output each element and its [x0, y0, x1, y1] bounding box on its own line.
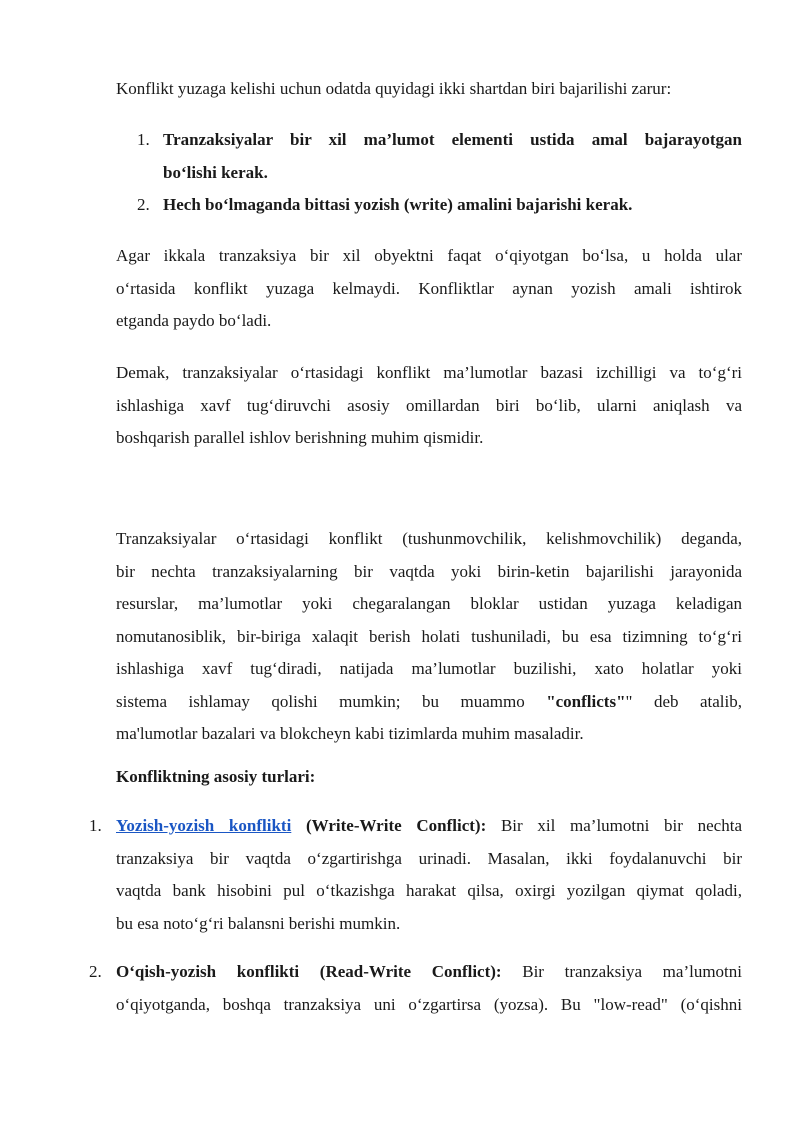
- text-segment: " deb atalib,: [625, 691, 742, 711]
- text-line: bu esa noto‘g‘ri balansni berishi mumkin.: [116, 913, 401, 933]
- text-line: etganda paydo bo‘ladi.: [116, 311, 272, 330]
- condition-line: Hech bo‘lmaganda bittasi yozish (write) amalini bajarishi kerak.: [163, 195, 633, 214]
- paragraph-2: [116, 357, 742, 455]
- text-line: ma'lumotlar bazalari va blokcheyn kabi tizimlarda muhim masaladir.: [116, 724, 584, 743]
- paragraph-3: [116, 523, 742, 751]
- intro-paragraph: Konflikt yuzaga kelishi uchun odatda quyidagi ikki shartdan biri bajarilishi zarur:: [116, 79, 672, 98]
- text-line: resurslar, ma’lumotlar yoki chegaralangan bloklar ustidan yuzaga keladigan: [116, 594, 742, 613]
- conflict-type-item-2: [89, 956, 743, 1021]
- paragraph-1: [116, 240, 742, 338]
- condition-item-1: [116, 124, 742, 189]
- text-line: [116, 956, 742, 989]
- text-line: o‘qiyotganda, boshqa tranzaksiya uni o‘zgartirsa (yozsa). Bu "low-read" (o‘qishni: [116, 994, 742, 1014]
- write-write-conflict-link[interactable]: Yozish-yozish konflikti: [116, 816, 292, 835]
- text-segment: Bir tranzaksiya ma’lumotni: [501, 962, 743, 981]
- text-line: ishlashiga xavf tug‘diradi, natijada ma’lumotlar buzilishi, xato holatlar yoki: [116, 659, 742, 678]
- list-number: 1.: [89, 816, 102, 835]
- type-title: O‘qish-yozish konflikti (Read-Write Conflict):: [116, 962, 502, 981]
- text-line: [116, 810, 742, 843]
- text-line: nomutanosiblik, bir-biriga xalaqit berish holati tushuniladi, bu esa tizimning to‘g‘ri: [116, 626, 742, 646]
- conditions-list: [116, 124, 742, 222]
- conflict-types-list: [89, 810, 743, 1021]
- types-heading: Konfliktning asosiy turlari:: [116, 767, 316, 786]
- text-line: bir nechta tranzaksiyalarning bir vaqtda yoki birin-ketin bajarilishi jarayonida: [116, 561, 742, 581]
- list-number: 2.: [89, 962, 102, 981]
- text-line: boshqarish parallel ishlov berishning muhim qismidir.: [116, 428, 484, 447]
- text-line: [116, 686, 742, 719]
- list-number: 1.: [137, 130, 150, 149]
- text-line: Demak, tranzaksiyalar o‘rtasidagi konflikt ma’lumotlar bazasi izchilligi va to‘g‘ri: [116, 363, 742, 382]
- text-segment: Bir xil ma’lumotni bir nechta: [486, 816, 742, 835]
- list-number: 2.: [137, 195, 150, 214]
- conflicts-term: "conflicts": [546, 691, 626, 711]
- conflict-type-item-1: [89, 810, 742, 940]
- text-line: Agar ikkala tranzaksiya bir xil obyektni faqat o‘qiyotgan bo‘lsa, u holda ular: [116, 246, 742, 265]
- text-line: o‘rtasida konflikt yuzaga kelmaydi. Konfliktlar aynan yozish amali ishtirok: [116, 278, 742, 298]
- text-line: Tranzaksiyalar o‘rtasidagi konflikt (tushunmovchilik, kelishmovchilik) deganda,: [116, 529, 742, 548]
- text-segment: sistema ishlamay qolishi mumkin; bu muammo: [116, 691, 547, 711]
- text-line: tranzaksiya bir vaqtda o‘zgartirishga urinadi. Masalan, ikki foydalanuvchi bir: [116, 848, 742, 868]
- condition-line: Tranzaksiyalar bir xil ma’lumot elementi ustida amal bajarayotgan: [163, 130, 742, 149]
- type-title: (Write-Write Conflict):: [291, 816, 487, 835]
- text-line: vaqtda bank hisobini pul o‘tkazishga harakat qilsa, oxirgi yozilgan qiymat qoladi,: [116, 881, 742, 900]
- condition-item-2: [116, 189, 742, 222]
- condition-line: bo‘lishi kerak.: [163, 162, 268, 182]
- text-line: ishlashiga xavf tug‘diruvchi asosiy omillardan biri bo‘lib, ularni aniqlash va: [116, 395, 742, 415]
